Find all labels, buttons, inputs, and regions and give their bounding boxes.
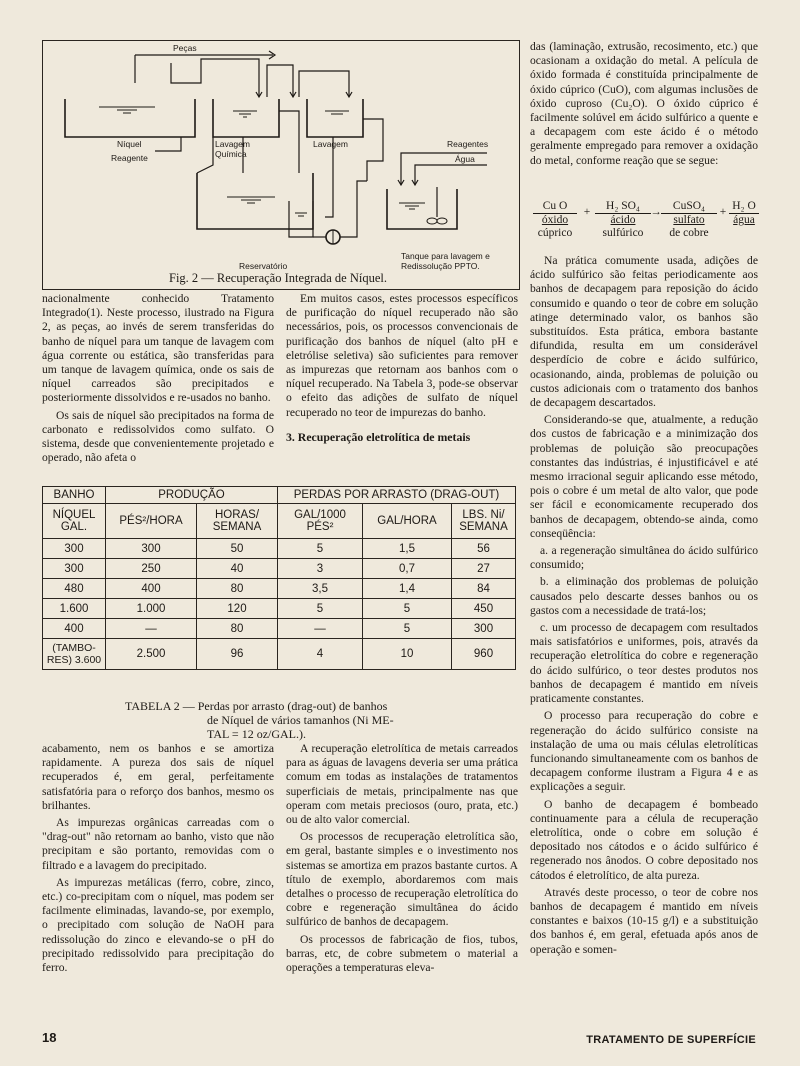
table-2-caption-line: TABELA 2 — Perdas por arrasto (drag-out) de banhos bbox=[125, 699, 388, 713]
table-subheader-row bbox=[43, 504, 516, 539]
table-cell: 120 bbox=[197, 599, 278, 619]
table-cell: 1.000 bbox=[106, 599, 197, 619]
label-reservatorio: Reservatório bbox=[239, 261, 288, 271]
table-cell: 4 bbox=[278, 639, 363, 670]
header-horas-semana: HORAS/ SEMANA bbox=[197, 504, 278, 539]
table-row bbox=[43, 559, 516, 579]
figure-2-caption: Fig. 2 — Recuperação Integrada de Níquel. bbox=[169, 271, 387, 285]
eq-term-1: Cu O óxido cúprico bbox=[533, 200, 577, 240]
table-cell: 80 bbox=[197, 619, 278, 639]
table-cell: 480 bbox=[43, 579, 106, 599]
header-banho: BANHO bbox=[43, 487, 106, 504]
label-tanque-1: Tanque para lavagem e bbox=[401, 251, 490, 261]
paragraph: Os processos de fabricação de fios, tubos, barras, etc, de cobre submetem o material a operações a temperaturas eleva- bbox=[286, 932, 518, 975]
table-cell: 10 bbox=[363, 639, 452, 670]
table-cell: 80 bbox=[197, 579, 278, 599]
paragraph: Em muitos casos, estes processos específicos de purificação do níquel recuperado não são necessários, pois, os processos convencionais de purificação dos banhos de níquel (alto pH e eletrólise seletiva) são suficientes para remover as impurezas que retornam aos banhos com o níquel recuperado. Na Tabela 3, pode-se observar o efeito das adições de sulfato de níquel recuperado no teor de impurezas do banho. bbox=[286, 292, 518, 419]
paragraph: O processo para recuperação do cobre e regeneração do ácido sulfúrico consiste na instalação de uma ou mais células eletrolíticas funcionando simultaneamente com os banhos de decapagem conforme ilustram a Figura 4 e as explicações a seguir. bbox=[530, 709, 758, 794]
list-item: a. a regeneração simultânea do ácido sulfúrico consumido; bbox=[530, 544, 758, 572]
label-agua: Água bbox=[455, 154, 475, 164]
eq-term-3: CuSO₄ sulfato de cobre bbox=[661, 200, 717, 240]
table-cell: 250 bbox=[106, 559, 197, 579]
label-reagente: Reagente bbox=[111, 153, 148, 163]
table-row bbox=[43, 639, 516, 670]
eq-arrow: → bbox=[650, 206, 662, 218]
table-cell: 40 bbox=[197, 559, 278, 579]
paragraph: acabamento, nem os banhos e se amortiza rapidamente. A pureza dos sais de níquel recuperados é, em geral, perfeitamente satisfatória para o reforço dos banhos, mesmo os brilhantes. bbox=[42, 742, 274, 812]
paragraph: Os processos de recuperação eletrolítica são, em geral, bastante simples e o investimento nos sistemas se amortiza em prazos bastante curtos. A título de exemplo, abordaremos com mais detalhes o processo de recuperação eletrolítica do cobre e regeneração simultânea do ácido sulfúrico de banhos de decapagem. bbox=[286, 830, 518, 929]
table-cell: 300 bbox=[452, 619, 516, 639]
table-cell: 27 bbox=[452, 559, 516, 579]
paragraph: O banho de decapagem é bombeado continuamente para a célula de recuperação eletrolítica, onde o cobre em solução é depositado nos cátodos e o ácido sulfúrico é regenerado nos ânodos. O cobre depositado nos cátodos é eletrolítico, de alta pureza. bbox=[530, 797, 758, 882]
header-producao: PRODUÇÃO bbox=[106, 487, 278, 504]
table-header-row bbox=[43, 487, 516, 504]
table-cell: 400 bbox=[106, 579, 197, 599]
table-cell: 56 bbox=[452, 539, 516, 559]
header-gal-hora: GAL/HORA bbox=[363, 504, 452, 539]
table-cell: 1,4 bbox=[363, 579, 452, 599]
tank-lavagem-quimica bbox=[213, 99, 279, 137]
header-lbs-ni: LBS. Ni/ SEMANA bbox=[452, 504, 516, 539]
eq-term-4: H₂ O água bbox=[729, 200, 759, 227]
table-cell: 5 bbox=[278, 539, 363, 559]
label-tanque-2: Redissolução PPTO. bbox=[401, 261, 480, 271]
table-row bbox=[43, 579, 516, 599]
eq-plus: + bbox=[719, 206, 727, 218]
paragraph: Através deste processo, o teor de cobre nos banhos de decapagem é mantido em níveis constantes e baixos (10-15 g/l) e a substituição dos banhos é, em geral, efetuada após anos de operação e somen- bbox=[530, 885, 758, 956]
paragraph: Considerando-se que, atualmente, a redução dos custos de fabricação e a minimização dos problemas de poluição são preocupações constantes das indústrias, é injustificável e até mesmo irracional seguir aplicando esse método, pois o cobre é um metal de alto valor, que pode ser fácil e economicamente recuperado dos banhos de decapagem, obtendo-se ainda, como conseqüência: bbox=[530, 413, 758, 540]
tank-reservatorio bbox=[197, 173, 313, 229]
table-cell: 300 bbox=[43, 539, 106, 559]
table-2 bbox=[42, 486, 516, 670]
table-cell: 450 bbox=[452, 599, 516, 619]
magazine-name: TRATAMENTO DE SUPERFÍCIE bbox=[586, 1034, 756, 1046]
list-item: b. a eliminação dos problemas de poluição causados pelo descarte desses banhos ou os gastos com a necessidade de tratá-los; bbox=[530, 575, 758, 617]
figure-2-frame bbox=[42, 40, 520, 290]
label-lavagem-quimica-2: Química bbox=[215, 149, 247, 159]
label-pecas: Peças bbox=[173, 43, 197, 53]
table-cell: 300 bbox=[106, 539, 197, 559]
header-pes-hora: PÉS²/HORA bbox=[106, 504, 197, 539]
table-cell: 0,7 bbox=[363, 559, 452, 579]
table-row bbox=[43, 539, 516, 559]
paragraph: As impurezas orgânicas carreadas com o "drag-out" não retornam ao banho, visto que não precipitam e são portanto, removidas com o filtrado e a lavagem do precipitado. bbox=[42, 816, 274, 872]
table-cell: 50 bbox=[197, 539, 278, 559]
tank-niquel bbox=[65, 99, 195, 137]
eq-plus: + bbox=[583, 206, 591, 218]
label-niquel: Níquel bbox=[117, 139, 142, 149]
table-cell: 84 bbox=[452, 579, 516, 599]
table-2-caption bbox=[125, 699, 394, 741]
paragraph: Os sais de níquel são precipitados na forma de carbonato e redissolvidos como sulfato. O sistema, desde que convenientemente projetado e operado, não afeta o bbox=[42, 408, 274, 465]
page-number: 18 bbox=[42, 1030, 57, 1045]
table-cell: 1.600 bbox=[43, 599, 106, 619]
column-1-top bbox=[42, 292, 274, 468]
paragraph: As impurezas metálicas (ferro, cobre, zinco, etc.) co-precipitam com o níquel, mas podem ser facilmente eliminadas, lavando-se, por exemplo, o precipitado com solução de NaOH para redissolução do zinco e elevando-se o pH do precipitado redissolvido para precipitação do ferro. bbox=[42, 875, 274, 975]
table-cell: 400 bbox=[43, 619, 106, 639]
table-row bbox=[43, 619, 516, 639]
table-cell: 5 bbox=[278, 599, 363, 619]
table-cell: — bbox=[278, 619, 363, 639]
table-cell: — bbox=[106, 619, 197, 639]
column-2-top bbox=[286, 292, 518, 447]
label-reagentes: Reagentes bbox=[447, 139, 489, 149]
table-cell: 5 bbox=[363, 599, 452, 619]
label-lavagem: Lavagem bbox=[313, 139, 348, 149]
header-gal-1000: GAL/1000 PÉS² bbox=[278, 504, 363, 539]
tank-lavagem bbox=[307, 99, 363, 137]
paragraph: Na prática comumente usada, adições de ácido sulfúrico são feitas periodicamente aos banhos de decapagem para reposição do ácido consumido e quando o teor de cobre em solução atinge determinado valor, os banhos são substituídos. Esta prática, embora bastante difundida, resulta em um considerável desperdício de cobre e ácido sulfúrico, ocasionando, ainda, problemas de poluição ou custos adicionais com o tratamento dos banhos de decapagem descartados. bbox=[530, 254, 758, 410]
table-cell: 3,5 bbox=[278, 579, 363, 599]
column-2-bottom bbox=[286, 742, 518, 978]
table-2-caption-line: de Níquel de vários tamanhos (Ni ME- bbox=[207, 713, 394, 727]
eq-term-2: H₂ SO₄ ácido sulfúrico bbox=[595, 200, 651, 240]
column-3-top bbox=[530, 40, 758, 171]
nickel-recovery-diagram bbox=[43, 41, 519, 289]
chemical-equation bbox=[533, 200, 758, 246]
label-lavagem-quimica-1: Lavagem bbox=[215, 139, 250, 149]
table-cell: 2.500 bbox=[106, 639, 197, 670]
table-cell: 3 bbox=[278, 559, 363, 579]
column-3-bottom bbox=[530, 254, 758, 960]
header-perdas: PERDAS POR ARRASTO (DRAG-OUT) bbox=[278, 487, 516, 504]
table-cell: (TAMBO-RES) 3.600 bbox=[43, 639, 106, 670]
table-cell: 960 bbox=[452, 639, 516, 670]
paragraph: das (laminação, extrusão, recosimento, etc.) que ocasionam a oxidação do metal. A película de óxido formada é constituída principalmente de óxido cúprico (CuO), com algumas inclusões de óxido cuproso (Cu₂O). O óxido cúprico é facilmente solúvel em ácido sulfúrico a quente e a decapagem com este ácido é o método geralmente empregado para remover a oxidação do metal, conforme reação que se segue: bbox=[530, 40, 758, 167]
column-1-bottom bbox=[42, 742, 274, 978]
paragraph: nacionalmente conhecido Tratamento Integrado(1). Neste processo, ilustrado na Figura 2, as peças, ao invés de serem transferidas do banho de níquel para um tanque de lavagem com água corrente ou estática, são transferidas para um tanque de lavagem química, onde os sais de níquel carreados são precipitados e posteriormente dissolvidos e re-usados no banho. bbox=[42, 292, 274, 405]
table-cell: 1,5 bbox=[363, 539, 452, 559]
paragraph: A recuperação eletrolítica de metais carreados para as águas de lavagens deveria ser uma prática comum em todas as instalações de tratamentos superficiais de metais, principalmente nas que operam com metais preciosos (ouro, prata, etc.) ou de alto valor comercial. bbox=[286, 742, 518, 827]
table-cell: 5 bbox=[363, 619, 452, 639]
table-cell: 300 bbox=[43, 559, 106, 579]
table-2-caption-line: TAL = 12 oz/GAL.). bbox=[207, 727, 307, 741]
list-item: c. um processo de decapagem com resultados mais satisfatórios e uniformes, pois, através da recuperação eletrolítica do cobre e regeneração do ácido sulfúrico, o teor destes produtos nos banhos de decapagem é mantido em níveis praticamente constantes. bbox=[530, 621, 758, 706]
header-niquel-gal: NÍQUEL GAL. bbox=[43, 504, 106, 539]
section-3-heading: 3. Recuperação eletrolítica de metais bbox=[286, 429, 471, 444]
table-row bbox=[43, 599, 516, 619]
table-cell: 96 bbox=[197, 639, 278, 670]
